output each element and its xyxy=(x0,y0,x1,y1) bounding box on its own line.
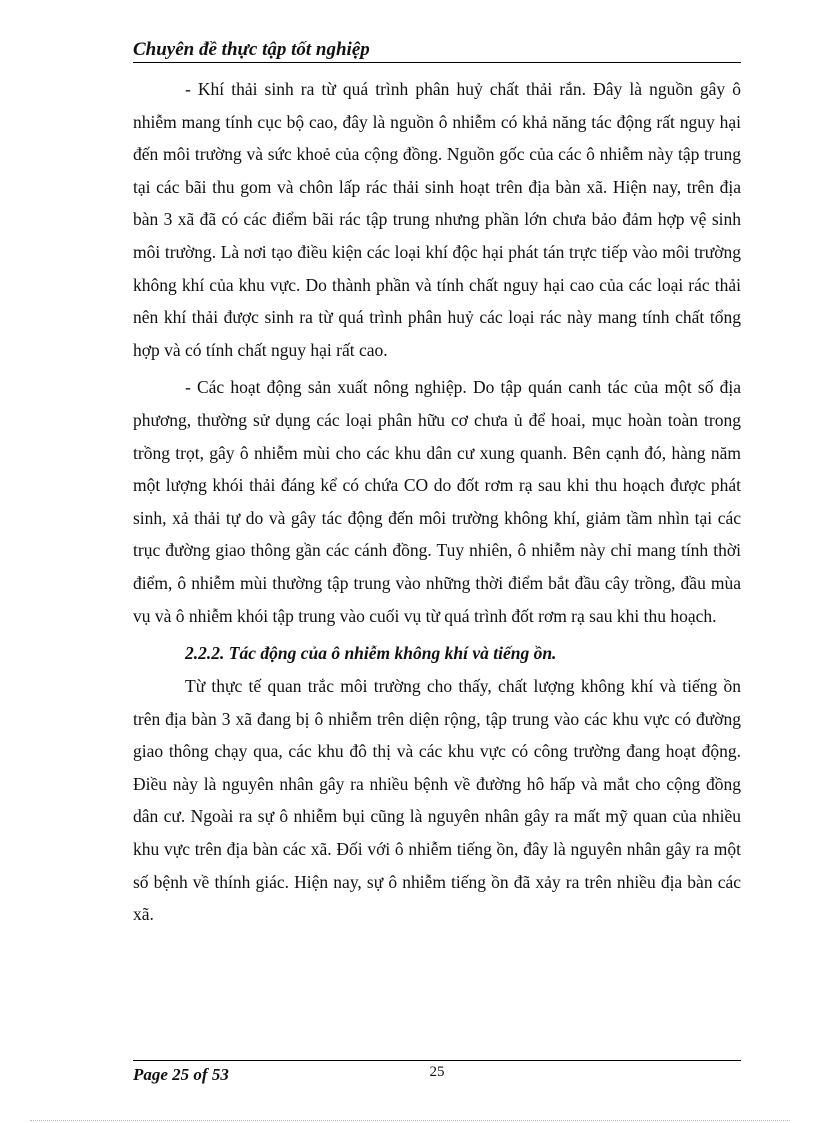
paragraph-impact: Từ thực tế quan trắc môi trường cho thấy, chất lượng không khí và tiếng ồn trên địa bàn 3 xã đang bị ô nhiễm trên diện rộng, tập trung vào các khu vực có đường giao thông chạy qua, các khu đô thị và các khu vực có công trường đang hoạt động. Điều này là nguyên nhân gây ra nhiều bệnh về đường hô hấp và mắt cho cộng đồng dân cư. Ngoài ra sự ô nhiễm bụi cũng là nguyên nhân gây ra mất mỹ quan của nhiều khu vực trên địa bàn các xã. Đối với ô nhiễm tiếng ồn, đây là nguyên nhân gây ra một số bệnh về thính giác. Hiện nay, sự ô nhiễm tiếng ồn đã xảy ra trên nhiều địa bàn các xã. xyxy=(133,676,741,925)
page-counter: Page 25 of 53 xyxy=(133,1065,229,1084)
page-boundary xyxy=(30,1120,790,1121)
paragraph-agriculture: - Các hoạt động sản xuất nông nghiệp. Do tập quán canh tác của một số địa phương, thường sử dụng các loại phân hữu cơ chưa ủ để hoai, mục hoàn toàn trong trồng trọt, gây ô nhiễm mùi cho các khu dân cư xung quanh. Bên cạnh đó, hàng năm một lượng khói thải đáng kể có chứa CO do đốt rơm rạ sau khi thu hoạch được phát sinh, xả thải tự do và gây tác động đến môi trường không khí, giảm tầm nhìn tại các trục đường giao thông gần các cánh đồng. Tuy nhiên, ô nhiễm này chỉ mang tính thời điểm, ô nhiễm mùi thường tập trung vào những thời điểm bắt đầu cây trồng, đầu mùa vụ và ô nhiễm khói tập trung vào cuối vụ từ quá trình đốt rơm rạ sau khi thu hoạch. xyxy=(133,377,741,626)
page-number: 25 xyxy=(429,1064,445,1080)
section-heading: 2.2.2. Tác động của ô nhiễm không khí và tiếng ồn. xyxy=(185,643,557,664)
paragraph-waste-gas: - Khí thải sinh ra từ quá trình phân huỷ chất thải rắn. Đây là nguồn gây ô nhiễm mang tính cục bộ cao, đây là nguồn ô nhiễm có khả năng tác động rất nguy hại đến môi trường và sức khoẻ của cộng đồng. Nguồn gốc của các ô nhiễm này tập trung tại các bãi thu gom và chôn lấp rác thải sinh hoạt trên địa bàn xã. Hiện nay, trên địa bàn 3 xã đã có các điểm bãi rác tập trung nhưng phần lớn chưa bảo đảm hợp vệ sinh môi trường. Là nơi tạo điều kiện các loại khí độc hại phát tán trực tiếp vào môi trường không khí của khu vực. Do thành phần và tính chất nguy hại cao của các loại rác thải nên khí thải được sinh ra từ quá trình phân huỷ các loại rác này mang tính chất tổng hợp và có tính chất nguy hại rất cao. xyxy=(133,79,741,360)
running-header: Chuyên đề thực tập tốt nghiệp xyxy=(133,39,370,60)
document-body xyxy=(133,73,741,931)
footer-divider xyxy=(133,1060,741,1061)
header-divider xyxy=(133,62,741,63)
